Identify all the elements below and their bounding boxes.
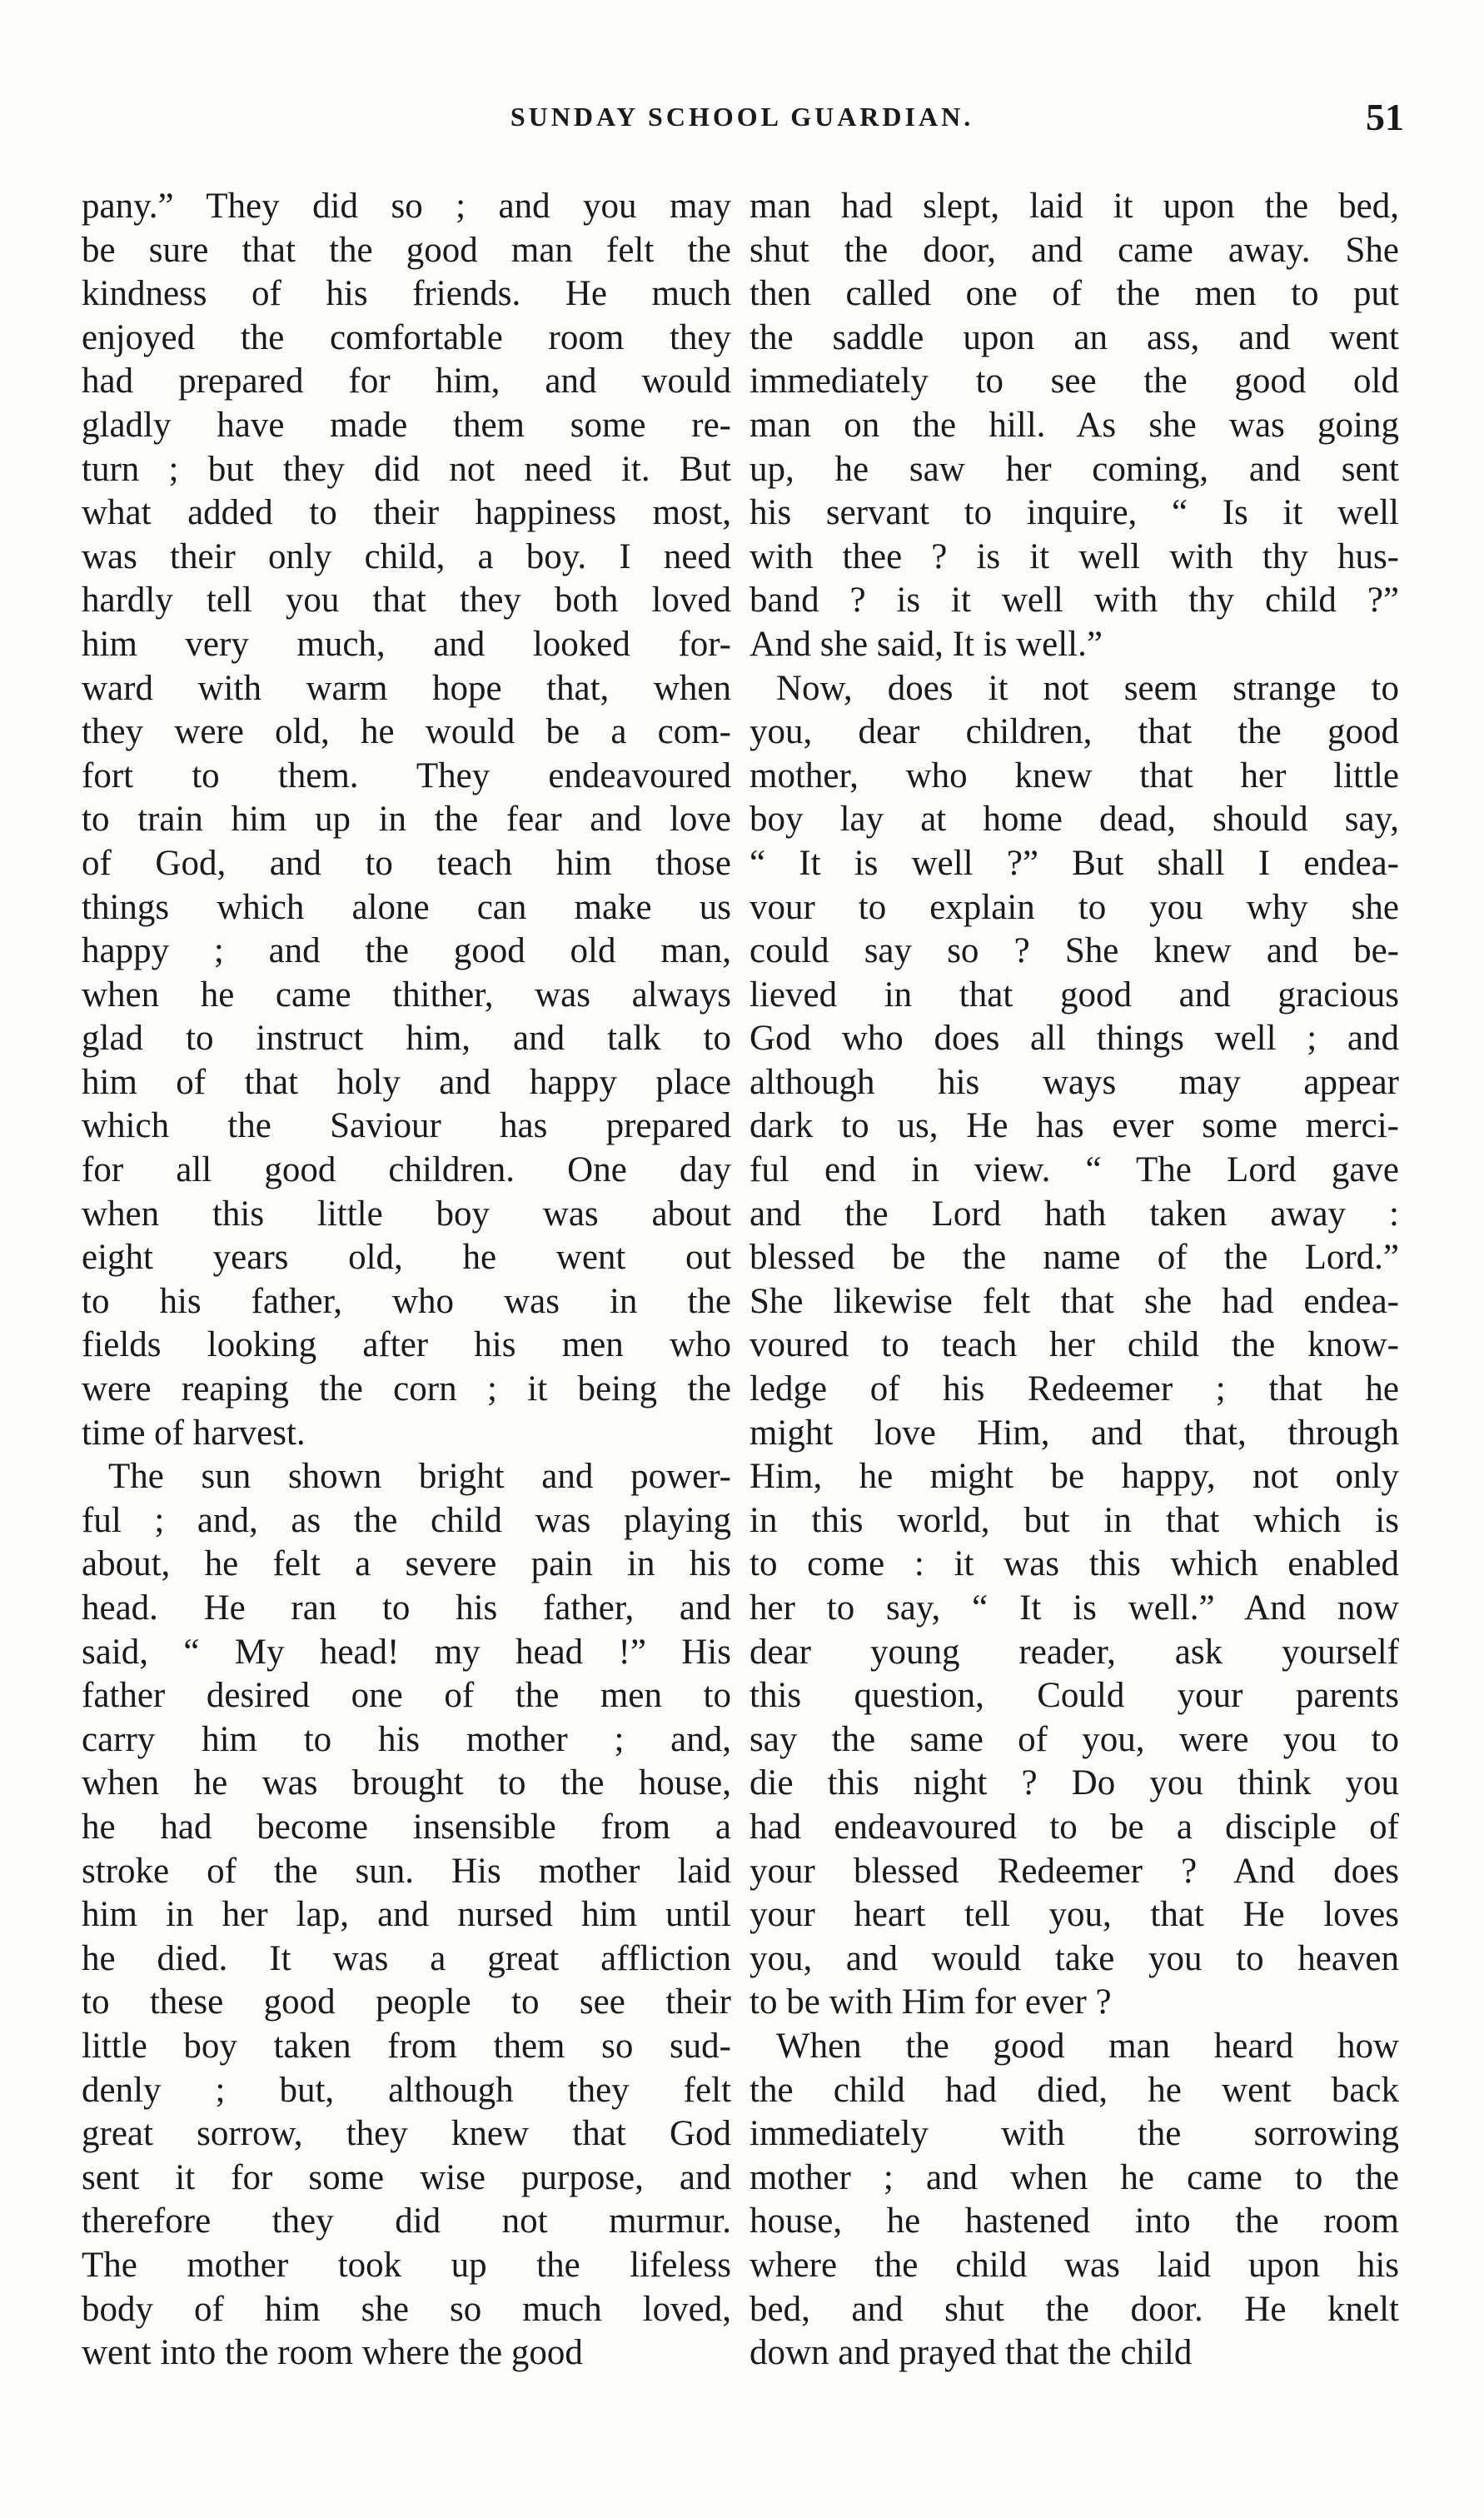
text-line: Now, does it not seem strange to	[776, 668, 1399, 708]
text-line: you, dear children, that the good	[749, 712, 1399, 752]
text-line: down and prayed that the child	[749, 2333, 1193, 2373]
text-line: fields looking after his men who	[82, 1325, 731, 1365]
text-line: the child had died, he went back	[749, 2070, 1399, 2110]
text-line: little boy taken from them so sud-	[82, 2026, 731, 2066]
text-line: denly ; but, although they felt	[82, 2070, 731, 2110]
right-column	[749, 185, 1399, 2376]
text-line: hardly tell you that they both loved	[82, 581, 731, 621]
text-line: his servant to inquire, “ Is it well	[749, 493, 1399, 533]
text-line: shut the door, and came away. She	[749, 230, 1399, 270]
running-head: SUNDAY SCHOOL GUARDIAN.	[510, 102, 974, 132]
text-line: blessed be the name of the Lord.”	[749, 1238, 1399, 1278]
text-line: sent it for some wise purpose, and	[82, 2157, 731, 2197]
text-line: him very much, and looked for-	[82, 624, 731, 664]
text-line: when he was brought to the house,	[82, 1763, 731, 1803]
text-line: head. He ran to his father, and	[82, 1588, 731, 1628]
text-line: man had slept, laid it upon the bed,	[749, 187, 1399, 226]
text-line: to his father, who was in the	[82, 1281, 731, 1321]
text-line: said, “ My head! my head !” His	[82, 1632, 731, 1672]
text-line: And she said, It is well.”	[749, 624, 1103, 664]
text-line: your blessed Redeemer ? And does	[749, 1851, 1399, 1891]
text-line: mother ; and when he came to the	[749, 2157, 1399, 2197]
text-line: gladly have made them some re-	[82, 405, 731, 445]
text-line: you, and would take you to heaven	[749, 1938, 1399, 1978]
text-line: then called one of the men to put	[749, 274, 1399, 314]
text-line: turn ; but they did not need it. But	[82, 449, 731, 489]
text-line: say the same of you, were you to	[749, 1719, 1399, 1759]
text-line: time of harvest.	[82, 1413, 306, 1453]
text-line: When the good man heard how	[776, 2026, 1399, 2066]
text-line: were reaping the corn ; it being the	[82, 1369, 731, 1409]
text-line: to come : it was this which enabled	[749, 1544, 1399, 1584]
page-header	[80, 96, 1404, 152]
text-line: might love Him, and that, through	[749, 1413, 1399, 1453]
text-line: to train him up in the fear and love	[82, 800, 731, 840]
text-line: although his ways may appear	[749, 1062, 1399, 1102]
text-line: about, he felt a severe pain in his	[82, 1544, 731, 1584]
text-line: be sure that the good man felt the	[82, 230, 731, 270]
text-line: father desired one of the men to	[82, 1676, 731, 1716]
text-line: therefore they did not murmur.	[82, 2201, 731, 2241]
text-line: immediately with the sorrowing	[749, 2114, 1399, 2154]
text-line: ful ; and, as the child was playing	[82, 1500, 731, 1540]
text-line: voured to teach her child the know-	[749, 1325, 1399, 1365]
text-line: things which alone can make us	[82, 887, 731, 927]
text-line: this question, Could your parents	[749, 1676, 1399, 1716]
text-line: and the Lord hath taken away :	[749, 1194, 1399, 1234]
text-line: great sorrow, they knew that God	[82, 2114, 731, 2154]
text-line: body of him she so much loved,	[82, 2289, 731, 2329]
text-line: ful end in view. “ The Lord gave	[749, 1150, 1399, 1190]
text-line: up, he saw her coming, and sent	[749, 449, 1399, 489]
text-line: what added to their happiness most,	[82, 493, 731, 533]
text-line: eight years old, he went out	[82, 1238, 731, 1278]
text-line: immediately to see the good old	[749, 361, 1399, 401]
text-line: kindness of his friends. He much	[82, 274, 731, 314]
left-column	[82, 185, 731, 2376]
text-line: he had become insensible from a	[82, 1807, 731, 1847]
text-line: dark to us, He has ever some merci-	[749, 1106, 1399, 1146]
text-line: mother, who knew that her little	[749, 755, 1399, 795]
text-line: him in her lap, and nursed him until	[82, 1895, 731, 1935]
text-line: had prepared for him, and would	[82, 361, 731, 401]
text-line: The mother took up the lifeless	[82, 2245, 731, 2285]
text-line: they were old, he would be a com-	[82, 712, 731, 752]
text-line: house, he hastened into the room	[749, 2201, 1399, 2241]
text-line: ward with warm hope that, when	[82, 668, 731, 708]
text-line: Him, he might be happy, not only	[749, 1457, 1399, 1497]
text-line: boy lay at home dead, should say,	[749, 800, 1399, 840]
text-line: to these good people to see their	[82, 1982, 731, 2022]
text-line: the saddle upon an ass, and went	[749, 317, 1399, 357]
text-line: had endeavoured to be a disciple of	[749, 1807, 1399, 1847]
text-line: of God, and to teach him those	[82, 843, 731, 883]
text-line: enjoyed the comfortable room they	[82, 317, 731, 357]
text-line: to be with Him for ever ?	[749, 1982, 1112, 2022]
text-line: stroke of the sun. His mother laid	[82, 1851, 731, 1891]
text-line: him of that holy and happy place	[82, 1062, 731, 1102]
text-line: man on the hill. As she was going	[749, 405, 1399, 445]
text-line: lieved in that good and gracious	[749, 975, 1399, 1015]
text-line: dear young reader, ask yourself	[749, 1632, 1399, 1672]
text-line: went into the room where the good	[82, 2333, 583, 2373]
text-line: She likewise felt that she had endea-	[749, 1281, 1399, 1321]
text-line: The sun shown bright and power-	[108, 1457, 731, 1497]
text-line: happy ; and the good old man,	[82, 931, 731, 971]
text-line: ledge of his Redeemer ; that he	[749, 1369, 1399, 1409]
text-line: her to say, “ It is well.” And now	[749, 1588, 1399, 1628]
text-line: die this night ? Do you think you	[749, 1763, 1399, 1803]
text-line: pany.” They did so ; and you may	[82, 187, 731, 226]
page-number: 51	[1366, 96, 1404, 138]
text-line: in this world, but in that which is	[749, 1500, 1399, 1540]
text-line: was their only child, a boy. I need	[82, 536, 731, 576]
text-line: carry him to his mother ; and,	[82, 1719, 731, 1759]
text-line: bed, and shut the door. He knelt	[749, 2289, 1399, 2329]
text-line: for all good children. One day	[82, 1150, 731, 1190]
text-line: with thee ? is it well with thy hus-	[749, 536, 1399, 576]
text-line: when he came thither, was always	[82, 975, 731, 1015]
text-line: your heart tell you, that He loves	[749, 1895, 1399, 1935]
text-line: he died. It was a great affliction	[82, 1938, 731, 1978]
text-line: vour to explain to you why she	[749, 887, 1399, 927]
text-line: where the child was laid upon his	[749, 2245, 1399, 2285]
text-line: band ? is it well with thy child ?”	[749, 581, 1399, 621]
text-line: “ It is well ?” But shall I endea-	[749, 843, 1399, 883]
text-line: fort to them. They endeavoured	[82, 755, 731, 795]
text-line: glad to instruct him, and talk to	[82, 1019, 731, 1059]
text-line: which the Saviour has prepared	[82, 1106, 731, 1146]
text-line: God who does all things well ; and	[749, 1019, 1399, 1059]
text-line: could say so ? She knew and be-	[749, 931, 1399, 971]
text-line: when this little boy was about	[82, 1194, 731, 1234]
